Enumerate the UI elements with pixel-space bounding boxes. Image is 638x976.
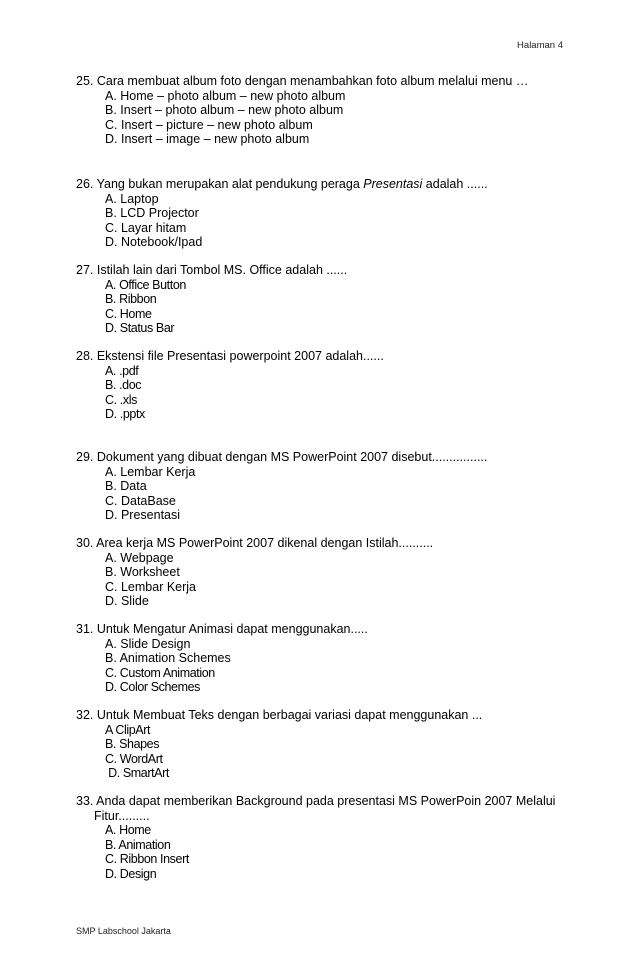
- option-d: D. Design: [105, 866, 157, 881]
- question-26: [76, 177, 576, 250]
- option-a: A. Office Button: [105, 277, 186, 292]
- option-d: D. Color Schemes: [105, 680, 201, 694]
- options-list: [76, 823, 576, 881]
- question-27: [76, 263, 576, 336]
- question-text: 31. Untuk Mengatur Animasi dapat menggunakan.....: [76, 622, 368, 636]
- option-c: C. Lembar Kerja: [105, 579, 197, 594]
- option-c: C. DataBase: [105, 493, 176, 508]
- options-list: [76, 637, 576, 695]
- options-list: [76, 723, 576, 781]
- question-31: [76, 622, 576, 695]
- option-c: C. .xls: [105, 392, 137, 407]
- option-b: B. Insert – photo album – new photo album: [105, 103, 344, 117]
- option-c: C. Home: [105, 306, 152, 321]
- options-list: [76, 89, 576, 147]
- question-text-before: 26. Yang bukan merupakan alat pendukung peraga: [76, 177, 364, 191]
- question-29: [76, 450, 576, 523]
- question-text-after: adalah ......: [422, 177, 488, 191]
- option-b: B. .doc: [105, 378, 142, 392]
- option-c: C. Layar hitam: [105, 220, 187, 235]
- option-a: A. Webpage: [105, 550, 174, 565]
- question-text-italic: Presentasi: [363, 177, 423, 191]
- option-d: D. Slide: [105, 594, 149, 608]
- question-text: 25. Cara membuat album foto dengan menambahkan foto album melalui menu …: [76, 74, 529, 88]
- option-a: A ClipArt: [105, 722, 151, 737]
- option-a: A. Home – photo album – new photo album: [105, 88, 346, 103]
- question-text: 29. Dokument yang dibuat dengan MS PowerPoint 2007 disebut................: [76, 450, 488, 464]
- options-list: [76, 278, 576, 336]
- option-c: C. Ribbon Insert: [105, 852, 189, 866]
- option-d: D. Insert – image – new photo album: [105, 132, 310, 146]
- question-text: 27. Istilah lain dari Tombol MS. Office adalah ......: [76, 263, 348, 277]
- option-b: B. Worksheet: [105, 565, 180, 579]
- option-b: B. Animation: [105, 837, 171, 852]
- option-a: A. Lembar Kerja: [105, 464, 196, 479]
- question-32: [76, 708, 576, 781]
- option-b: B. Data: [105, 479, 147, 493]
- option-a: A. Home: [105, 823, 151, 837]
- options-list: [76, 465, 576, 523]
- option-d: D. .pptx: [105, 407, 145, 421]
- option-d: D. Notebook/Ipad: [105, 235, 203, 249]
- option-a: A. .pdf: [105, 363, 139, 378]
- option-b: B. Animation Schemes: [105, 651, 231, 665]
- footer-school-name: SMP Labschool Jakarta: [76, 926, 171, 936]
- options-list: [76, 192, 576, 250]
- question-text: 28. Ekstensi file Presentasi powerpoint 2007 adalah......: [76, 349, 384, 363]
- option-d: D. Status Bar: [105, 321, 175, 335]
- options-list: [76, 364, 576, 422]
- option-a: A. Slide Design: [105, 636, 191, 651]
- page-number-label: Halaman 4: [517, 40, 563, 51]
- option-c: C. Custom Animation: [105, 665, 215, 680]
- question-28: [76, 349, 576, 422]
- option-c: C. Insert – picture – new photo album: [105, 117, 313, 132]
- question-text: 30. Area kerja MS PowerPoint 2007 dikenal dengan Istilah..........: [76, 536, 434, 550]
- question-33: [76, 794, 576, 881]
- question-text: [76, 177, 576, 192]
- question-30: [76, 536, 576, 609]
- option-b: B. Ribbon: [105, 292, 157, 306]
- option-b: B. LCD Projector: [105, 206, 199, 220]
- question-25: [76, 74, 576, 147]
- option-d: D. SmartArt: [105, 766, 169, 780]
- options-list: [76, 551, 576, 609]
- option-c: C. WordArt: [105, 751, 163, 766]
- question-text: 33. Anda dapat memberikan Background pada presentasi MS PowerPoin 2007 Melalui Fitur.........: [76, 794, 556, 823]
- question-text: 32. Untuk Membuat Teks dengan berbagai variasi dapat menggunakan ...: [76, 708, 483, 722]
- option-d: D. Presentasi: [105, 508, 181, 522]
- option-a: A. Laptop: [105, 191, 159, 206]
- option-b: B. Shapes: [105, 737, 160, 751]
